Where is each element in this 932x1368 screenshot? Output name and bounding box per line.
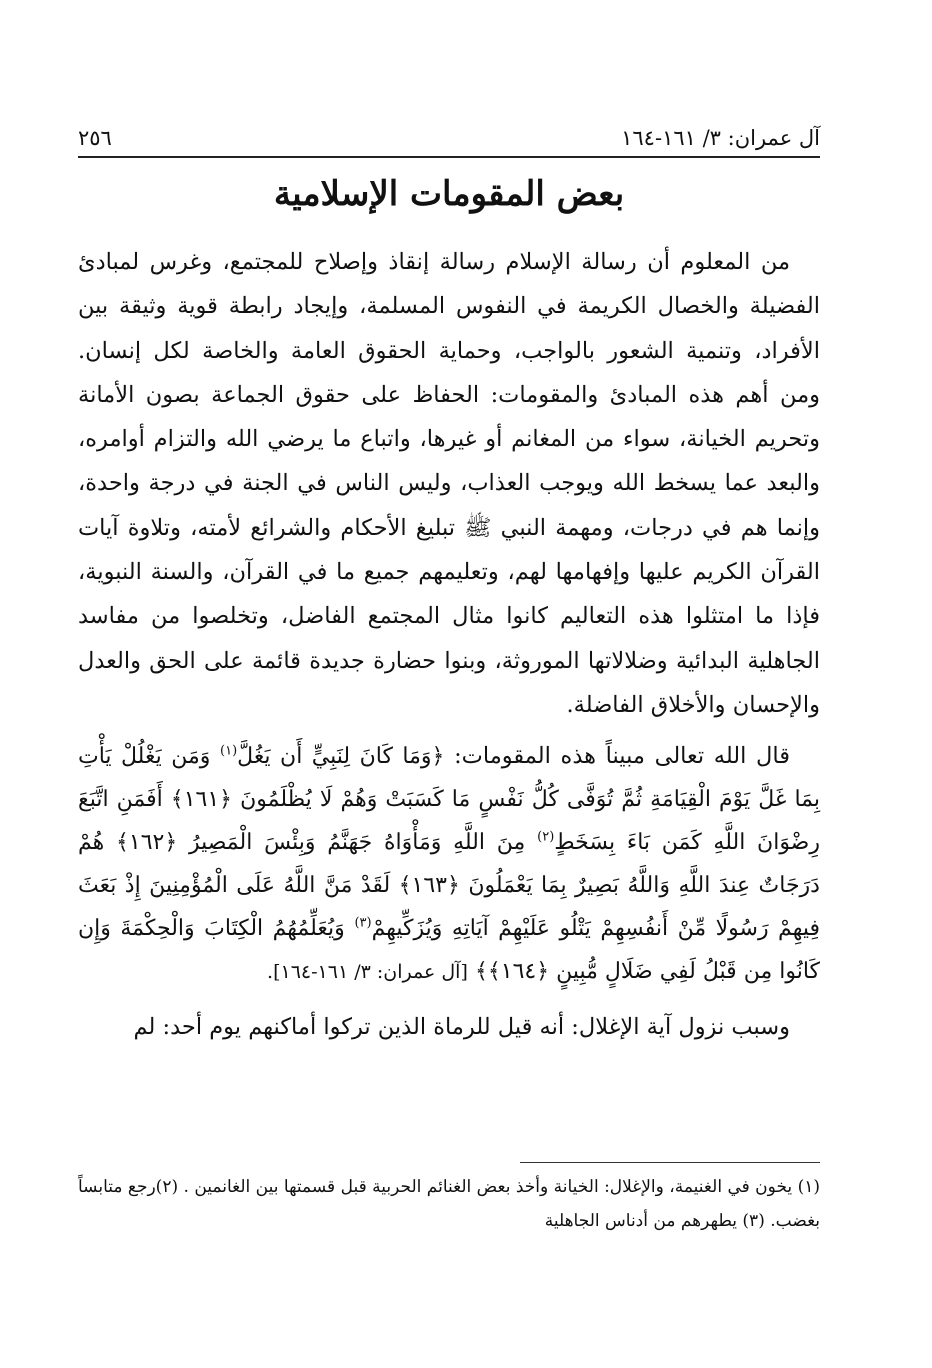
page-number: ٢٥٦	[78, 126, 112, 150]
quran-reference: [آل عمران: ٣/ ١٦١-١٦٤].	[267, 961, 468, 984]
quote-intro: قال الله تعالى مبيناً هذه المقومات:	[454, 743, 791, 770]
main-text	[78, 240, 820, 1050]
running-title: آل عمران: ٣/ ١٦١-١٦٤	[621, 126, 820, 150]
book-page	[78, 0, 820, 1368]
footnote-marker-3: (٣)	[354, 915, 372, 931]
footnotes: (١) يخون في الغنيمة، والإغلال: الخيانة وأخذ بعض الغنائم الحربية قبل قسمتها بين الغانمين . (٢)رجع متابساً بغضب. (٣) يطهرهم من أدناس الجاهلية	[78, 1177, 820, 1231]
quran-quote-paragraph	[78, 735, 820, 993]
footnote-marker-1: (١)	[220, 743, 238, 759]
ayah-text-4: وَيُعَلِّمُهُمُ الْكِتَابَ وَالْحِكْمَةَ وَإِن كَانُوا مِن قَبْلُ لَفِي ضَلَالٍ مُّبِينٍ ﴿١٦٤﴾﴾	[78, 916, 820, 985]
ayah-text-2: وَمَن يَغْلُلْ يَأْتِ بِمَا غَلَّ يَوْمَ الْقِيَامَةِ ثُمَّ تُوَفَّى كُلُّ نَفْسٍ مَا كَسَبَتْ وَهُمْ لَا يُظْلَمُونَ ﴿١٦١﴾ أَفَمَنِ اتَّبَعَ رِضْوَانَ اللَّهِ كَمَن بَاءَ بِسَخَطٍ	[78, 744, 821, 856]
paragraph-intro: من المعلوم أن رسالة الإسلام رسالة إنقاذ وإصلاح للمجتمع، وغرس لمبادئ الفضيلة والخصال الكريمة في النفوس المسلمة، وإيجاد رابطة قوية وثيقة بين الأفراد، وتنمية الشعور بالواجب، وحماية الحقوق العامة والخاصة لكل إنسان. ومن أهم هذه المبادئ والمقومات: الحفاظ على حقوق الجماعة بصون الأمانة وتحريم الخيانة، سواء من المغانم أو غيرها، واتباع ما يرضي الله والتزام أوامره، والبعد عما يسخط الله ويوجب العذاب، وليس الناس في الجنة في درجة واحدة، وإنما هم في درجات، ومهمة النبي ﷺ تبليغ الأحكام والشرائع لأمته، وتلاوة آيات القرآن الكريم عليها وإفهامها لهم، وتعليمهم جميع ما في القرآن، والسنة النبوية، فإذا ما امتثلوا هذه التعاليم كانوا مثال المجتمع الفاضل، وتخلصوا من مفاسد الجاهلية البدائية وضلالاتها الموروثة، وبنوا حضارة جديدة قائمة على الحق والعدل والإحسان والأخلاق الفاضلة.	[78, 249, 820, 718]
running-header	[78, 118, 820, 150]
footnote-marker-2: (٢)	[537, 829, 555, 845]
paragraph-revelation-cause: وسبب نزول آية الإغلال: أنه قيل للرماة الذين تركوا أماكنهم يوم أحد: لم	[133, 1014, 790, 1041]
ayah-text-3: مِنَ اللَّهِ وَمَأْوَاهُ جَهَنَّمُ وَبِئْسَ الْمَصِيرُ ﴿١٦٢﴾ هُمْ دَرَجَاتٌ عِندَ اللَّهِ وَاللَّهُ بَصِيرٌ بِمَا يَعْمَلُونَ ﴿١٦٣﴾ لَقَدْ مَنَّ اللَّهُ عَلَى الْمُؤْمِنِينَ إِذْ بَعَثَ فِيهِمْ رَسُولًا مِّنْ أَنفُسِهِمْ يَتْلُو عَلَيْهِمْ آيَاتِهِ وَيُزَكِّيهِمْ	[78, 830, 820, 942]
section-title: بعض المقومات الإسلامية	[273, 174, 625, 214]
footnote-rule	[520, 1162, 820, 1163]
ayah-text-1: ﴿وَمَا كَانَ لِنَبِيٍّ أَن يَغُلَّ	[237, 744, 445, 770]
header-rule	[78, 156, 820, 158]
